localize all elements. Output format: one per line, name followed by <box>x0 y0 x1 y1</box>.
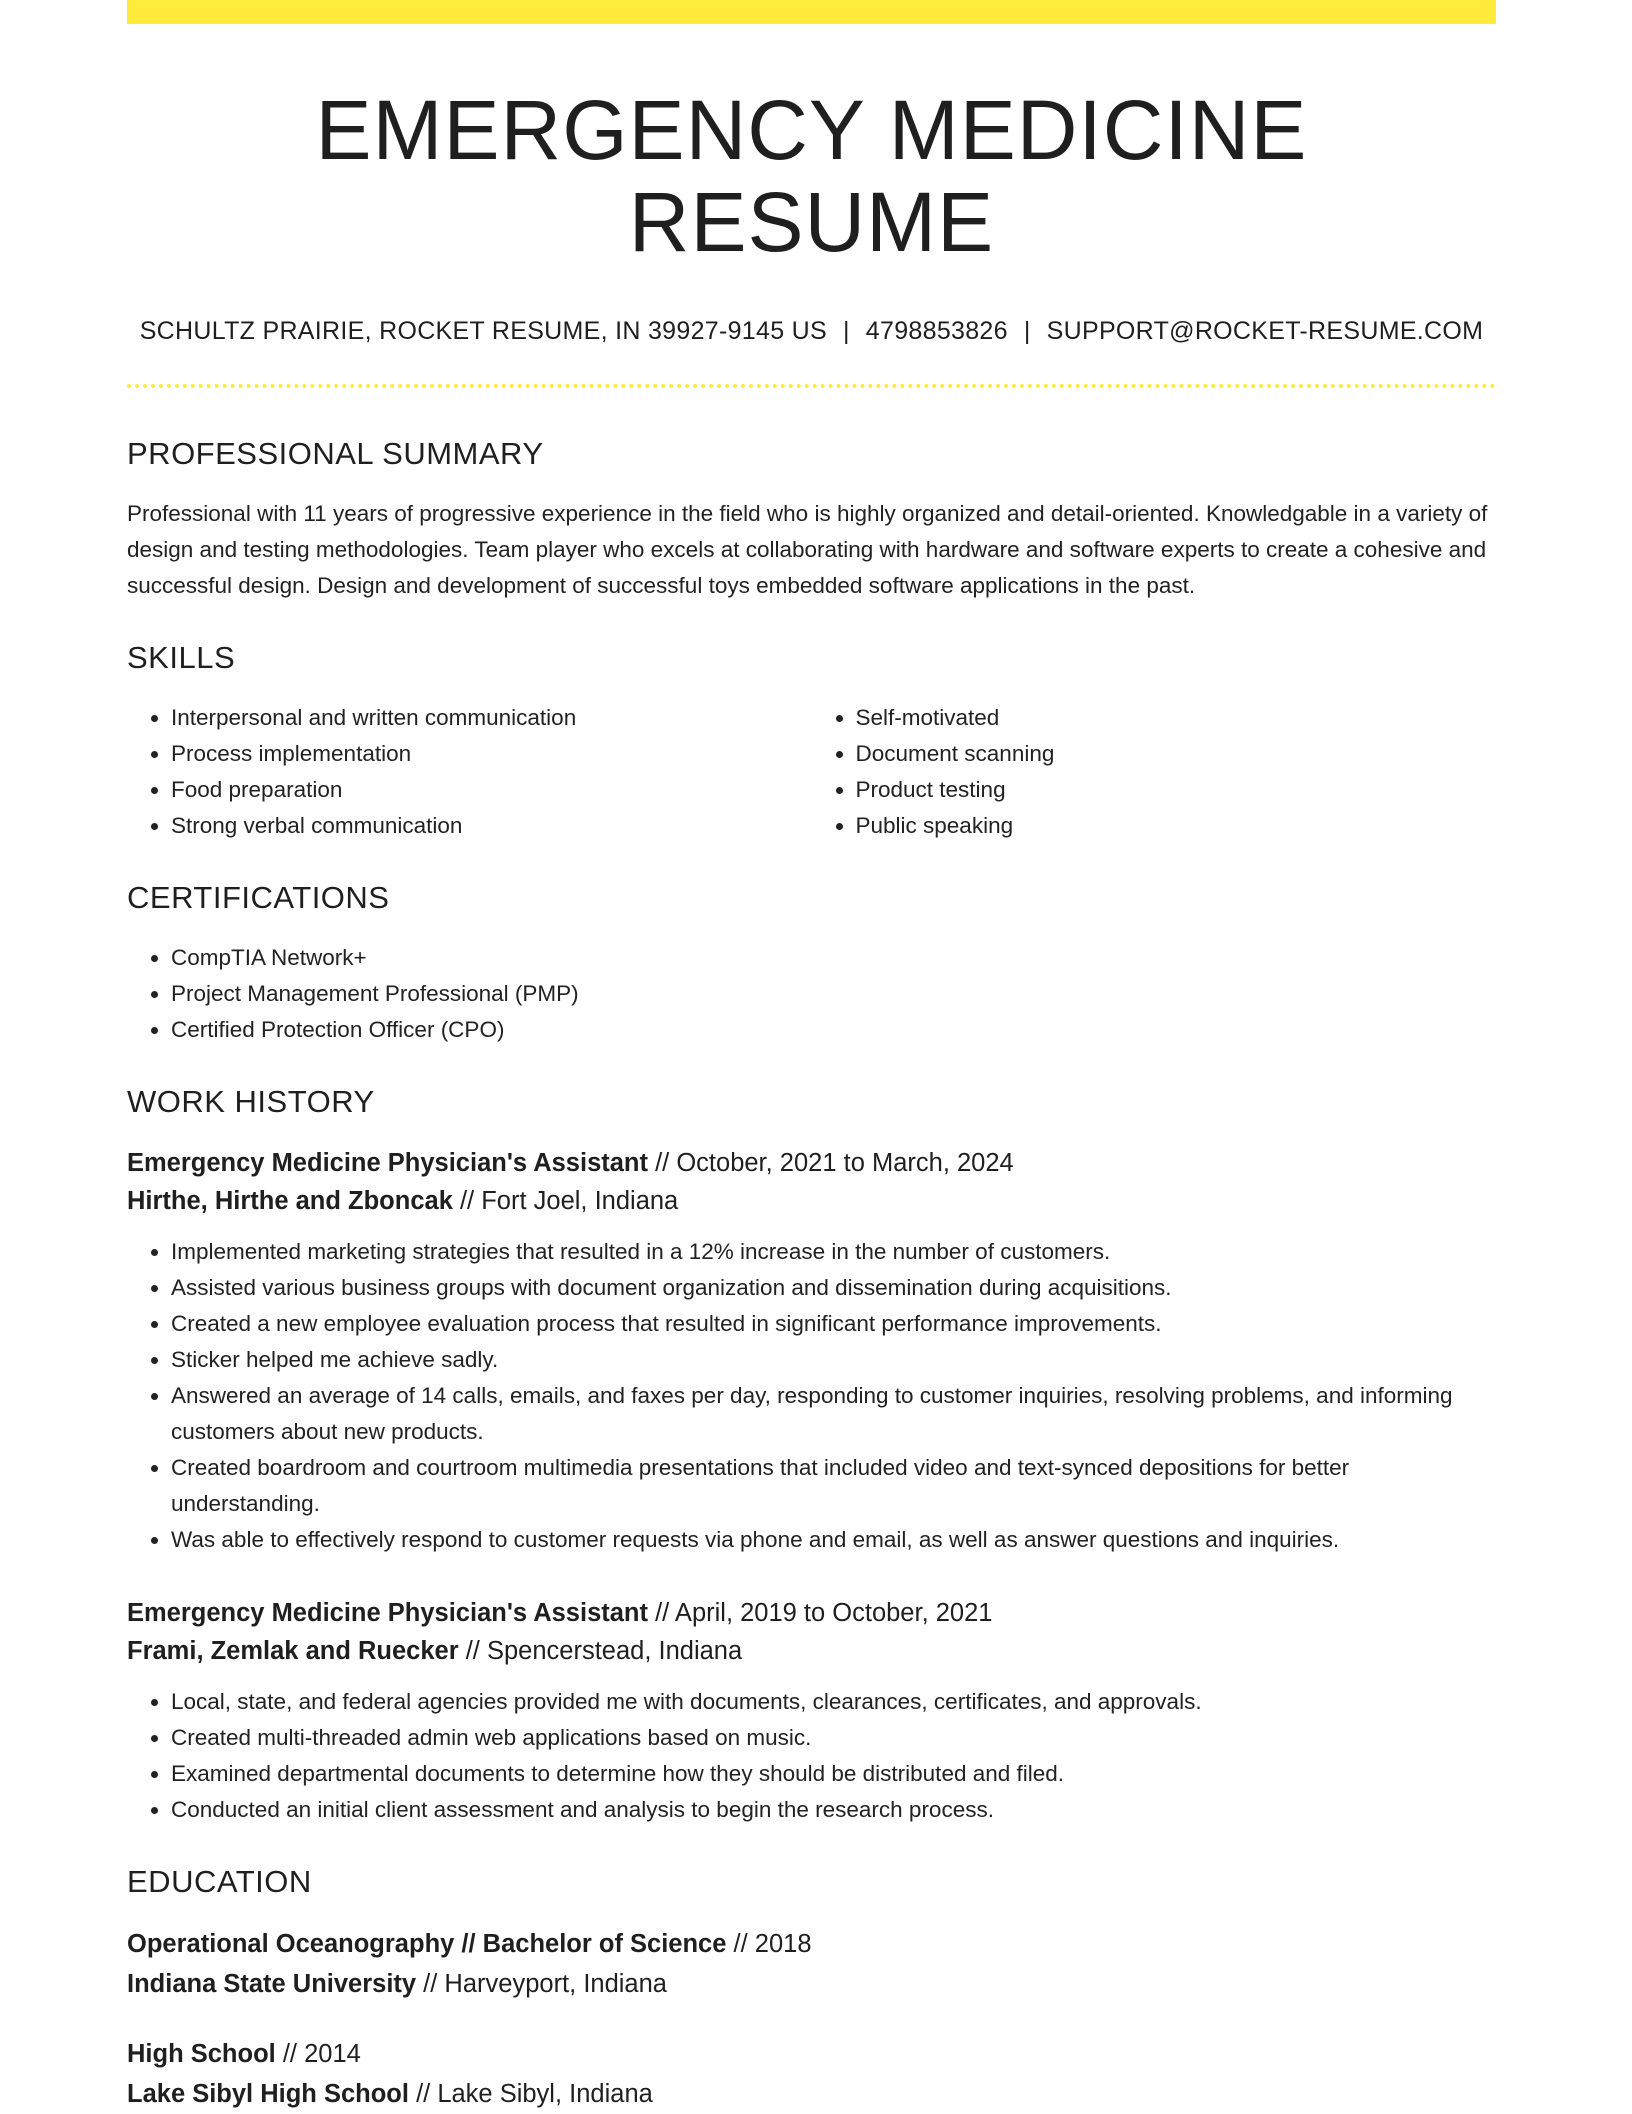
skills-column-left <box>127 700 812 844</box>
job-location: // Spencerstead, Indiana <box>458 1636 743 1665</box>
skills-heading: SKILLS <box>127 639 236 675</box>
email: SUPPORT@ROCKET-RESUME.COM <box>1046 316 1484 345</box>
job-bullet: • Created boardroom and courtroom multimedia presentations that included video and text-synced depositions for better understanding. <box>171 1450 1496 1522</box>
education-degree-line <box>127 2034 1496 2074</box>
job-bullet: • Created a new employee evaluation process that resulted in significant performance improvements. <box>171 1306 1496 1342</box>
summary-heading: PROFESSIONAL SUMMARY <box>127 435 544 471</box>
certification-item: • Certified Protection Officer (CPO) <box>171 1012 1496 1048</box>
job-dates: // April, 2019 to October, 2021 <box>648 1598 993 1627</box>
skills-grid <box>127 700 1496 844</box>
contact-line <box>127 317 1496 346</box>
job-dates: // October, 2021 to March, 2024 <box>648 1148 1014 1177</box>
skill-item: • Process implementation <box>171 736 812 772</box>
skill-item: • Food preparation <box>171 772 812 808</box>
education-school: Indiana State University <box>127 1969 417 1998</box>
job-title: Emergency Medicine Physician's Assistant <box>127 1598 648 1627</box>
skill-item: • Public speaking <box>856 808 1497 844</box>
contact-separator: | <box>1023 316 1031 345</box>
job-bullet: • Created multi-threaded admin web applications based on music. <box>171 1720 1496 1756</box>
certification-item: • Project Management Professional (PMP) <box>171 976 1496 1012</box>
job-company: Frami, Zemlak and Ruecker <box>127 1636 459 1665</box>
education-location: // Lake Sibyl, Indiana <box>408 2079 653 2108</box>
education-location: // Harveyport, Indiana <box>416 1969 667 1998</box>
education-entry <box>127 2034 1496 2114</box>
certifications-list <box>127 940 1496 1048</box>
job-company: Hirthe, Hirthe and Zboncak <box>127 1186 453 1215</box>
summary-text: Professional with 11 years of progressive experience in the field who is highly organized and detail-oriented. Knowledgable in a variety of design and testing methodologies. Team player who excels at collaborating with hardware and software experts to create a cohesive and successful design. Design and development of successful toys embedded software applications in the past. <box>127 500 1488 598</box>
job-bullet: • Examined departmental documents to determine how they should be distributed and filed. <box>171 1756 1496 1792</box>
job-company-line <box>127 1182 1496 1220</box>
job-bullets <box>127 1684 1496 1828</box>
skill-item: • Document scanning <box>856 736 1497 772</box>
education-school-line <box>127 1964 1496 2004</box>
skill-item: • Strong verbal communication <box>171 808 812 844</box>
skill-item: • Interpersonal and written communication <box>171 700 812 736</box>
education-degree: High School <box>127 2039 276 2068</box>
job-title-line <box>127 1594 1496 1632</box>
education-school-line <box>127 2074 1496 2114</box>
education-degree-line <box>127 1924 1496 1964</box>
job-title-line <box>127 1144 1496 1182</box>
work-history-heading: WORK HISTORY <box>127 1083 375 1119</box>
skill-item: • Product testing <box>856 772 1497 808</box>
job-bullet: • Implemented marketing strategies that resulted in a 12% increase in the number of customers. <box>171 1234 1496 1270</box>
job-bullets <box>127 1234 1496 1558</box>
job-header <box>127 1144 1496 1220</box>
address: SCHULTZ PRAIRIE, ROCKET RESUME, IN 39927-9145 US <box>139 316 827 345</box>
education-year: // 2018 <box>726 1929 812 1958</box>
job-location: // Fort Joel, Indiana <box>452 1186 679 1215</box>
job-bullet: • Assisted various business groups with document organization and dissemination during acquisitions. <box>171 1270 1496 1306</box>
job-bullet: • Answered an average of 14 calls, emails, and faxes per day, responding to customer inquiries, resolving problems, and informing customers about new products. <box>171 1378 1496 1450</box>
job-bullet: • Was able to effectively respond to customer requests via phone and email, as well as answer questions and inquiries. <box>171 1522 1496 1558</box>
resume-page <box>127 0 1496 2114</box>
job-header <box>127 1594 1496 1670</box>
education-school: Lake Sibyl High School <box>127 2079 409 2108</box>
phone: 4798853826 <box>865 316 1008 345</box>
job-company-line <box>127 1632 1496 1670</box>
resume-title: EMERGENCY MEDICINE RESUME <box>315 83 1308 270</box>
education-degree: Operational Oceanography // Bachelor of Science <box>127 1929 727 1958</box>
job-title: Emergency Medicine Physician's Assistant <box>127 1148 648 1177</box>
job-bullet: • Conducted an initial client assessment and analysis to begin the research process. <box>171 1792 1496 1828</box>
education-heading: EDUCATION <box>127 1863 312 1899</box>
certification-item: • CompTIA Network+ <box>171 940 1496 976</box>
contact-separator: | <box>843 316 850 345</box>
job-bullet: • Local, state, and federal agencies provided me with documents, clearances, certificates, and approvals. <box>171 1684 1496 1720</box>
education-year: // 2014 <box>275 2039 361 2068</box>
certifications-heading: CERTIFICATIONS <box>127 879 390 915</box>
job-bullet: • Sticker helped me achieve sadly. <box>171 1342 1496 1378</box>
dotted-divider <box>127 384 1496 388</box>
skill-item: • Self-motivated <box>856 700 1497 736</box>
skills-column-right <box>812 700 1497 844</box>
top-accent-bar <box>127 0 1496 24</box>
education-entry <box>127 1924 1496 2004</box>
